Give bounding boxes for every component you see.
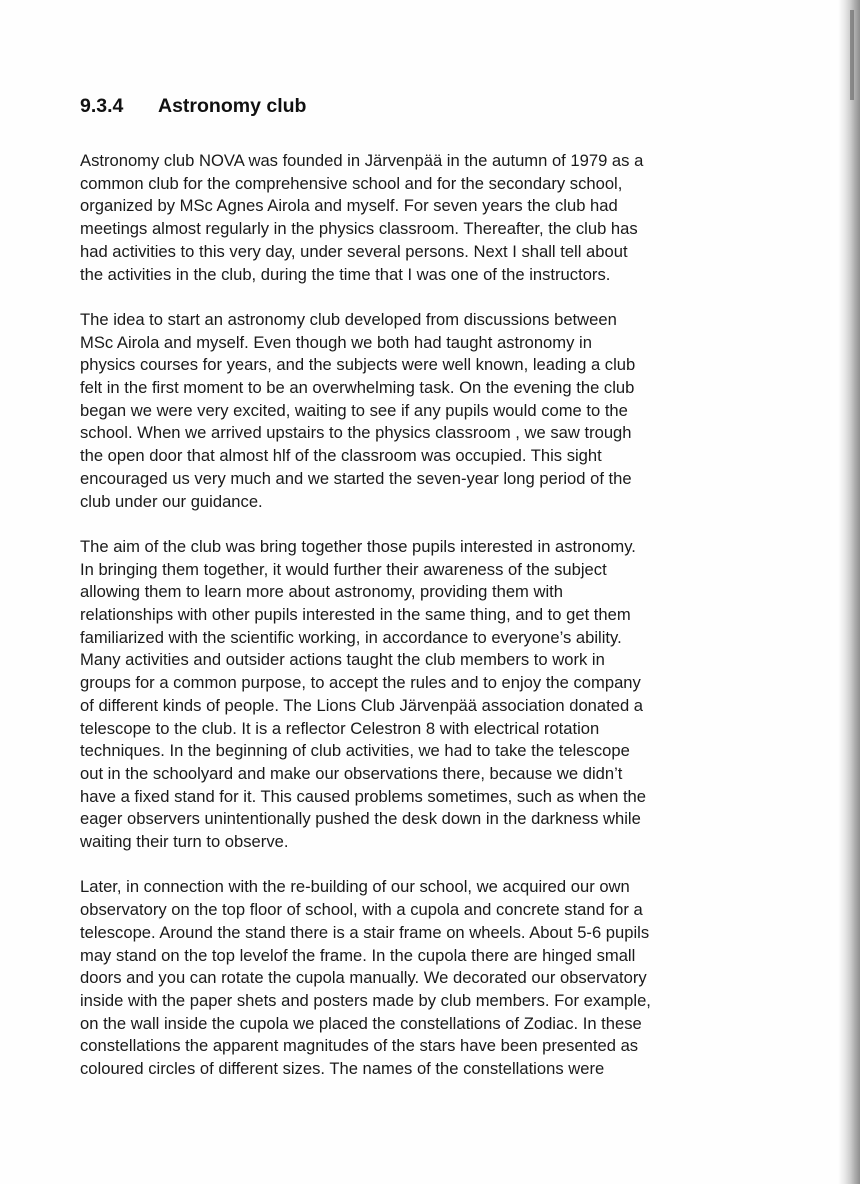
paragraph-idea [80,309,780,513]
text-line: had activities to this very day, under several persons. Next I shall tell about [80,241,628,261]
text-line: allowing them to learn more about astronomy, providing them with [80,582,563,602]
text-line: The idea to start an astronomy club developed from discussions between [80,309,617,329]
text-line: inside with the paper shets and posters made by club members. For example, [80,990,651,1010]
page-edge-shadow [838,0,860,1184]
body-text [80,150,780,1103]
text-line: Astronomy club NOVA was founded in Järvenpää in the autumn of 1979 as a [80,151,644,170]
text-line: of different kinds of people. The Lions Club Järvenpää association donated a [80,695,644,715]
text-line: telescope. Around the stand there is a stair frame on wheels. About 5-6 pupils [80,922,650,942]
text-line: began we were very excited, waiting to see if any pupils would come to the [80,400,628,420]
text-line: MSc Airola and myself. Even though we both had taught astronomy in [80,332,592,352]
text-line: relationships with other pupils interested in the same thing, and to get them [80,605,631,625]
text-line: waiting their turn to observe. [80,832,289,852]
text-line: organized by MSc Agnes Airola and myself. For seven years the club had [80,196,618,216]
text-line: common club for the comprehensive school and for the secondary school, [80,173,623,193]
page-edge-mark [850,10,854,100]
paragraph-aim [80,536,780,854]
bleed-through-marks [735,40,825,140]
text-line: coloured circles of different sizes. The names of the constellations were [80,1059,605,1079]
section-title: Astronomy club [158,95,307,117]
text-line: In bringing them together, it would further their awareness of the subject [80,559,607,579]
text-line: physics courses for years, and the subjects were well known, leading a club [80,355,636,375]
paragraph-founding [80,150,780,286]
text-line: doors and you can rotate the cupola manually. We decorated our observatory [80,968,647,988]
text-line: meetings almost regularly in the physics classroom. Thereafter, the club has [80,219,638,239]
text-line: encouraged us very much and we started the seven-year long period of the [80,468,632,488]
text-line: have a fixed stand for it. This caused problems sometimes, such as when the [80,786,647,806]
text-line: the activities in the club, during the time that I was one of the instructors. [80,264,611,284]
text-line: eager observers unintentionally pushed the desk down in the darkness while [80,809,641,829]
text-line: telescope to the club. It is a reflector Celestron 8 with electrical rotation [80,718,600,738]
text-line: familiarized with the scientific working, in accordance to everyone’s ability. [80,627,622,647]
text-line: Later, in connection with the re-building of our school, we acquired our own [80,877,630,897]
text-line: the open door that almost hlf of the classroom was occupied. This sight [80,446,602,466]
text-line: felt in the first moment to be an overwhelming task. On the evening the club [80,378,635,398]
text-line: The aim of the club was bring together those pupils interested in astronomy. [80,536,636,556]
text-line: may stand on the top levelof the frame. In the cupola there are hinged small [80,945,636,965]
paragraph-observatory [80,876,780,1080]
text-line: constellations the apparent magnitudes of the stars have been presented as [80,1036,639,1056]
text-line: observatory on the top floor of school, with a cupola and concrete stand for a [80,900,643,920]
text-line: school. When we arrived upstairs to the physics classroom , we saw trough [80,423,632,443]
text-line: Many activities and outsider actions taught the club members to work in [80,650,605,670]
text-line: out in the schoolyard and make our observations there, because we didn’t [80,763,623,783]
text-line: club under our guidance. [80,491,263,511]
section-number: 9.3.4 [80,95,124,117]
text-line: on the wall inside the cupola we placed the constellations of Zodiac. In these [80,1013,642,1033]
section-heading [80,95,306,118]
text-line: techniques. In the beginning of club activities, we had to take the telescope [80,741,630,761]
text-line: groups for a common purpose, to accept the rules and to enjoy the company [80,673,641,693]
